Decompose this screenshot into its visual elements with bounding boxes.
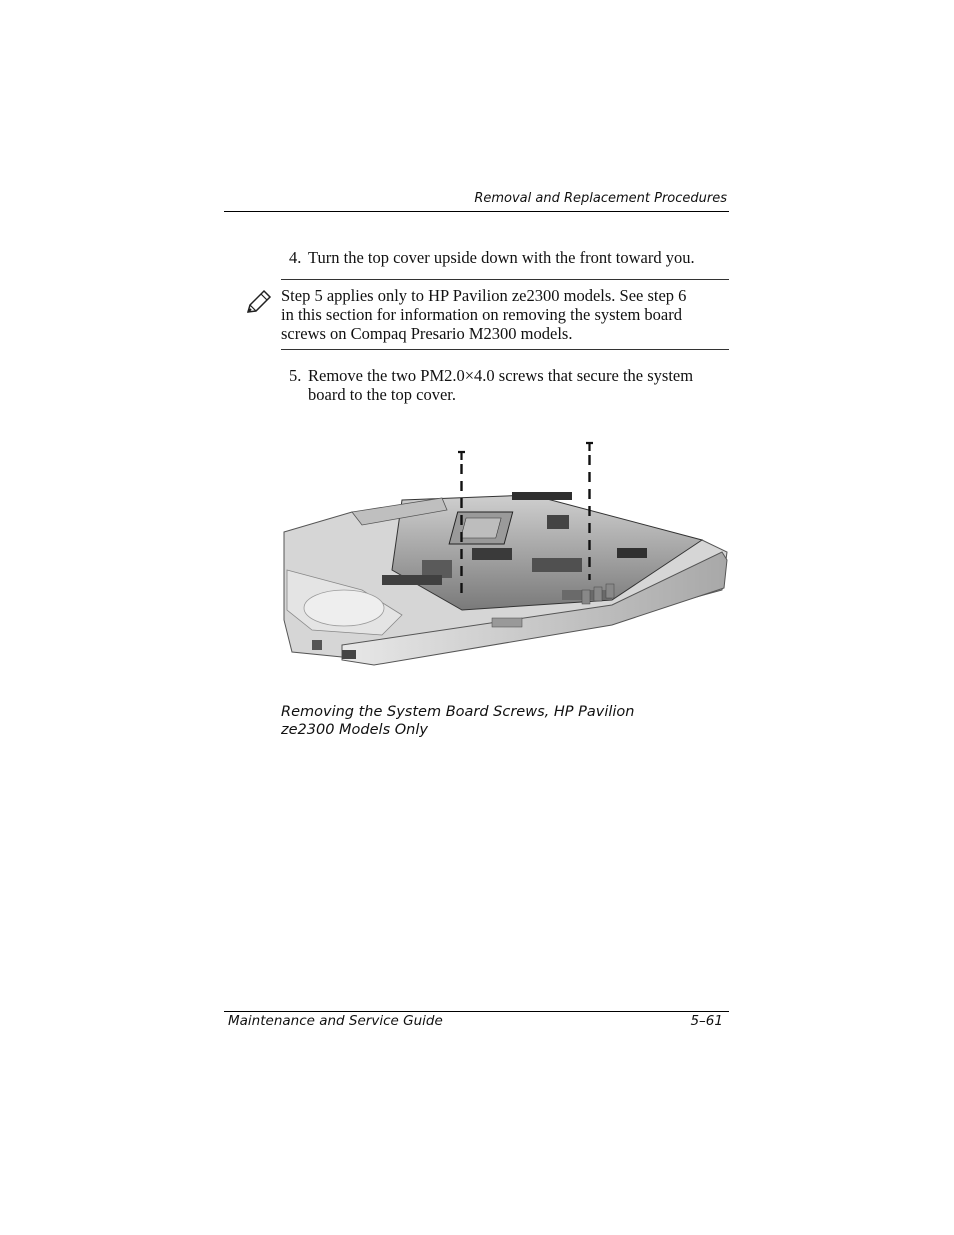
step-4 xyxy=(289,248,729,268)
note-rule-top xyxy=(281,279,729,280)
note-text xyxy=(281,286,721,343)
step-text: Turn the top cover upside down with the front toward you. xyxy=(308,248,695,267)
step-text-line-2: board to the top cover. xyxy=(308,385,457,404)
step-number: 5. xyxy=(289,366,302,385)
header-rule xyxy=(224,211,729,212)
running-header: Removal and Replacement Procedures xyxy=(474,191,727,206)
system-board-illustration xyxy=(282,440,730,680)
figure-caption xyxy=(281,703,641,739)
caption-line-1: Removing the System Board Screws, HP Pavilion xyxy=(281,704,635,720)
note-line: screws on Compaq Presario M2300 models. xyxy=(281,324,573,343)
pencil-note-icon xyxy=(245,288,273,316)
step-number: 4. xyxy=(289,248,302,267)
page-number: 5–61 xyxy=(690,1013,723,1029)
footer-title: Maintenance and Service Guide xyxy=(228,1013,443,1029)
footer-rule xyxy=(224,1011,729,1012)
note-line: Step 5 applies only to HP Pavilion ze2300 models. See step 6 xyxy=(281,286,687,305)
caption-line-2: ze2300 Models Only xyxy=(281,722,428,738)
note-line: in this section for information on removing the system board xyxy=(281,305,682,324)
step-5 xyxy=(289,366,729,406)
note-rule-bottom xyxy=(281,349,729,350)
step-text-line-1: Remove the two PM2.0×4.0 screws that secure the system xyxy=(308,366,694,385)
